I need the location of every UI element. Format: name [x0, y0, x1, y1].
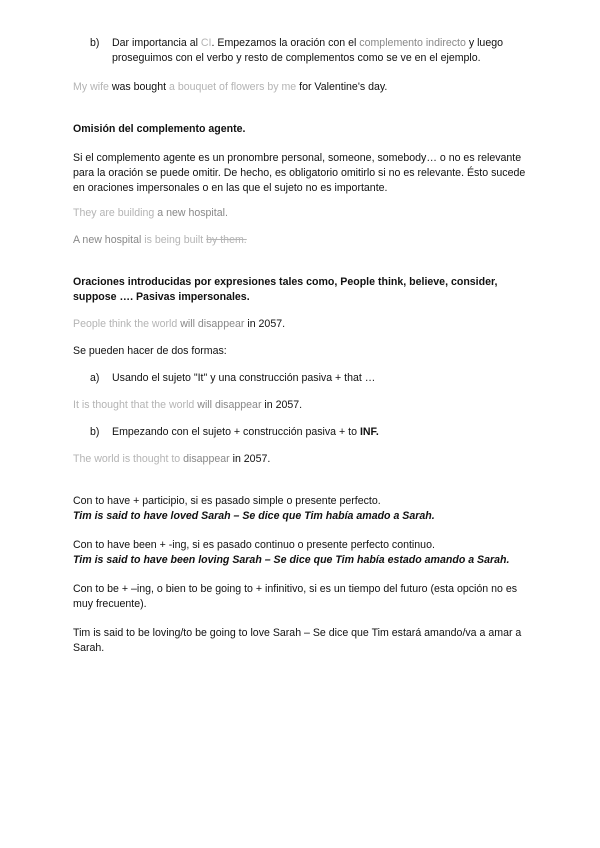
example-sentence: The world is thought to disappear in 2057. [73, 453, 271, 465]
example-sentence: People think the world will disappear in 2057. [73, 318, 286, 330]
highlight-indirect-complement: complemento indirecto [359, 37, 466, 49]
list-item-b-focus-ci [73, 36, 533, 66]
list-item-b-subject-passive [73, 425, 533, 440]
struck-agent: by them. [206, 234, 247, 246]
highlight-ci: CI [200, 37, 212, 49]
example-sentence: My wife was bought a bouquet of flowers by me for Valentine's day. [73, 81, 388, 93]
example-sentence: They are building a new hospital. [73, 207, 228, 219]
list-item-text: Empezando con el sujeto + construcción pasiva + to INF. [112, 426, 379, 438]
list-marker: a) [90, 372, 100, 384]
rule-text: Con to have + participio, si es pasado simple o presente perfecto. [73, 495, 381, 507]
list-item-text: Usando el sujeto "It" y una construcción pasiva + that … [112, 372, 376, 384]
example-translation: Tim is said to be loving/to be going to love Sarah – Se dice que Tim estará amando/va a amar a Sarah. [73, 627, 522, 654]
example-sentence: It is thought that the world will disappear in 2057. [73, 399, 303, 411]
section-heading: Omisión del complemento agente. [73, 123, 246, 135]
section-heading: Oraciones introducidas por expresiones tales como, People think, believe, consider, suppose …. Pasivas impersonales. [73, 276, 498, 303]
document-page [73, 36, 533, 656]
list-marker: b) [90, 37, 100, 49]
list-item-a-it-passive [73, 371, 533, 386]
example-sentence: A new hospital is being built by them. [73, 234, 247, 246]
rule-text: Con to have been + -ing, si es pasado continuo o presente perfecto continuo. [73, 539, 435, 551]
paragraph: Se pueden hacer de dos formas: [73, 345, 227, 357]
example-translation: Tim is said to have been loving Sarah – Se dice que Tim había estado amando a Sarah. [73, 554, 510, 566]
rule-text: Con to be + –ing, o bien to be going to + infinitivo, si es un tiempo del futuro (esta opción no es muy frecuente). [73, 583, 518, 610]
paragraph: Si el complemento agente es un pronombre personal, someone, somebody… o no es relevante para la oración se puede omitir. De hecho, es obligatorio omitirlo si no es relevante. Ésto sucede en oraciones impersonales o en las que el sujeto no es importante. [73, 152, 526, 194]
list-item-text: Dar importancia al CI. Empezamos la oración con el complemento indirecto y luego proseguimos con el verbo y resto de complementos como se ve en el ejemplo. [112, 37, 503, 64]
example-translation: Tim is said to have loved Sarah – Se dice que Tim había amado a Sarah. [73, 510, 435, 522]
list-marker: b) [90, 426, 100, 438]
